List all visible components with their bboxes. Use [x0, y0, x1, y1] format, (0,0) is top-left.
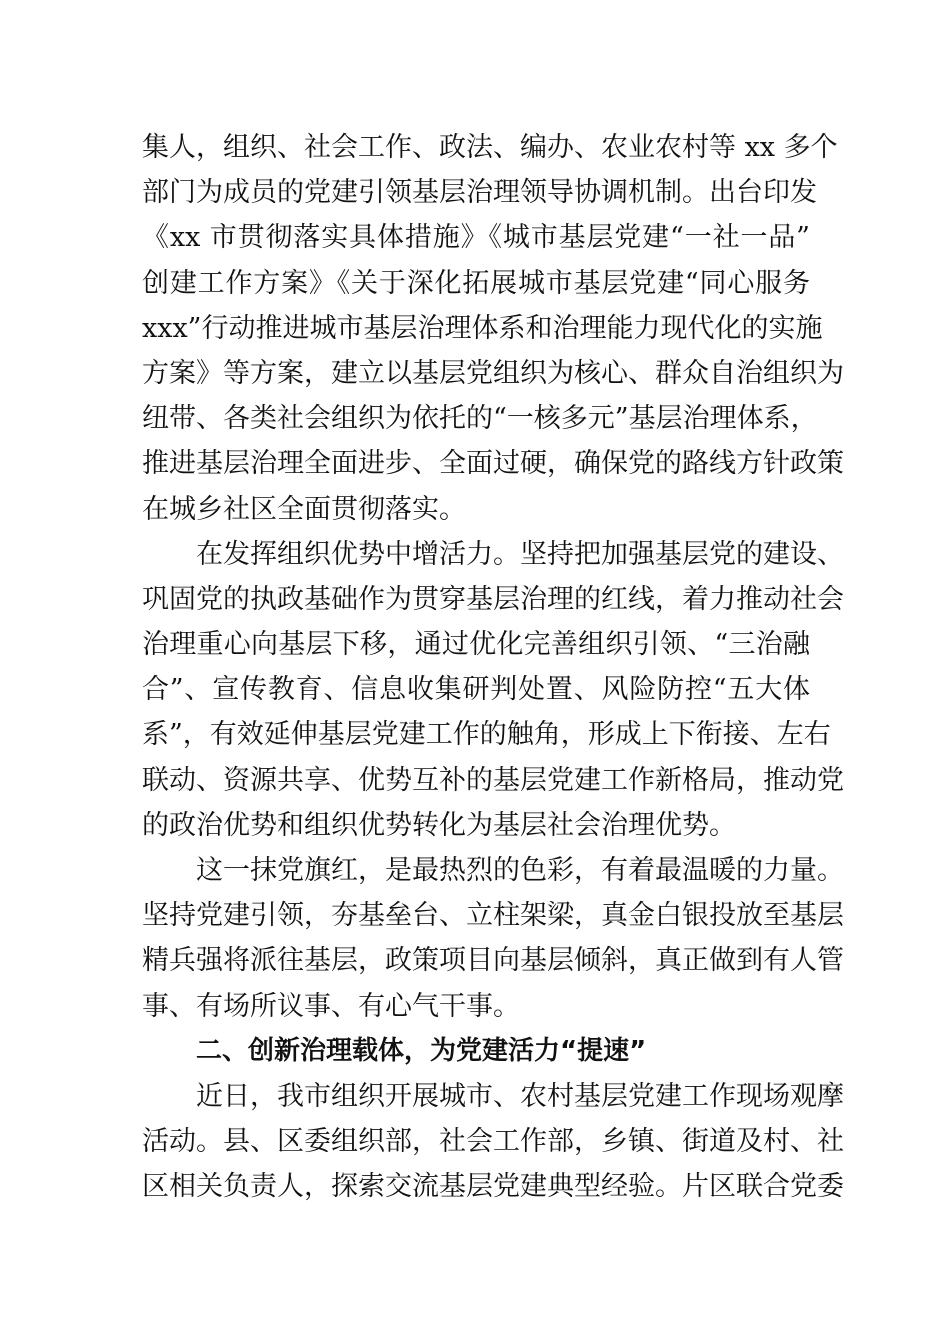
text-line: 系”，有效延伸基层党建工作的触角，形成上下衔接、左右 [142, 719, 831, 751]
section-heading [142, 1029, 810, 1074]
text-line: xxx”行动推进城市基层治理体系和治理能力现代化的实施 [142, 312, 823, 344]
text-line: 在城乡社区全面贯彻落实。 [142, 493, 466, 525]
paragraph-4 [142, 1074, 844, 1210]
paragraph-2 [142, 532, 844, 848]
text-line: 联动、资源共享、优势互补的基层党建工作新格局，推动党 [142, 764, 844, 796]
text-line: 精兵强将派往基层，政策项目向基层倾斜，真正做到有人管 [142, 945, 844, 977]
text-line: 在发挥组织优势中增活力。坚持把加强基层党的建设、 [196, 538, 844, 570]
text-line: 的政治优势和组织优势转化为基层社会治理优势。 [142, 809, 736, 841]
heading-text: 二、创新治理载体，为党建活力“提速” [196, 1035, 647, 1066]
paragraph-3 [142, 848, 844, 1029]
paragraph-1 [142, 125, 844, 532]
text-line: 活动。县、区委组织部，社会工作部，乡镇、街道及村、社 [142, 1126, 844, 1158]
document-body [142, 125, 844, 1210]
text-line: 治理重心向基层下移，通过优化完善组织引领、“三治融 [142, 629, 810, 661]
text-line: 近日，我市组织开展城市、农村基层党建工作现场观摩 [196, 1080, 844, 1112]
text-line: 坚持党建引领，夯基垒台、立柱架梁，真金白银投放至基层 [142, 900, 844, 932]
text-line: 方案》等方案，建立以基层党组织为核心、群众自治组织为 [142, 357, 844, 389]
text-line: 部门为成员的党建引领基层治理领导协调机制。出台印发 [142, 177, 817, 209]
text-line: 这一抹党旗红，是最热烈的色彩，有着最温暖的力量。 [196, 855, 844, 886]
text-line: 集人，组织、社会工作、政法、编办、农业农村等 xx 多个 [142, 132, 838, 163]
text-line: 区相关负责人，探索交流基层党建典型经验。片区联合党委 [142, 1171, 844, 1203]
text-line: 巩固党的执政基础作为贯穿基层治理的红线，着力推动社会 [142, 583, 844, 615]
text-line: 创建工作方案》《关于深化拓展城市基层党建“同心服务 [142, 267, 810, 299]
text-line: 推进基层治理全面进步、全面过硬，确保党的路线方针政策 [142, 448, 844, 480]
text-line: 纽带、各类社会组织为依托的“一核多元”基层治理体系， [142, 403, 818, 435]
text-line: 《xx 市贯彻落实具体措施》《城市基层党建“一社一品” [142, 222, 810, 254]
text-line: 合”、宣传教育、信息收集研判处置、风险防控“五大体 [142, 674, 810, 706]
text-line: 事、有场所议事、有心气干事。 [142, 990, 520, 1022]
